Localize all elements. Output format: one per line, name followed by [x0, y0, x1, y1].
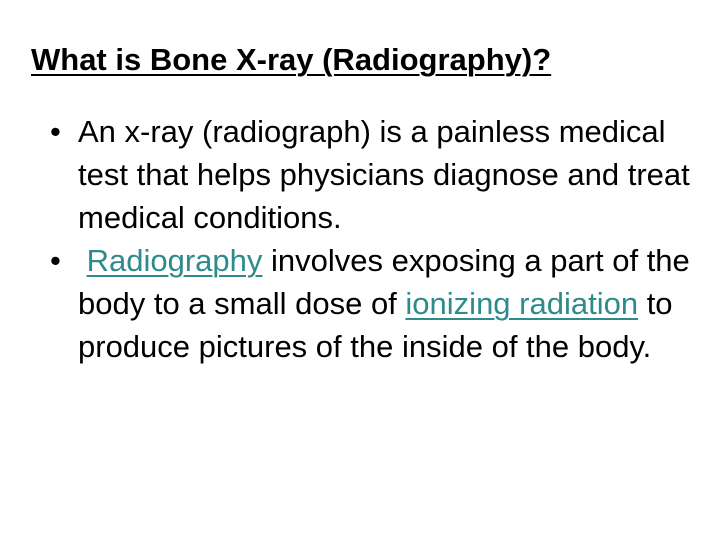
slide-title: What is Bone X-ray (Radiography)? [31, 42, 552, 77]
radiography-link[interactable]: Radiography [86, 243, 263, 278]
ionizing-radiation-link[interactable]: ionizing radiation [405, 286, 639, 321]
bullet-item [50, 239, 700, 368]
bullet-marker: • [50, 243, 61, 278]
bullet-marker: • [50, 114, 61, 149]
bullet-item [50, 110, 700, 239]
bullet-text: An x-ray (radiograph) is a painless medical test that helps physicians diagnose and treat medical conditions. [78, 114, 690, 235]
bullet-text: involves exposing a part of the body to a small dose of [78, 243, 690, 321]
bullet-list [50, 110, 700, 368]
bullet-lead-space [78, 243, 87, 278]
bullet-text: to produce pictures of the inside of the body. [78, 286, 673, 364]
